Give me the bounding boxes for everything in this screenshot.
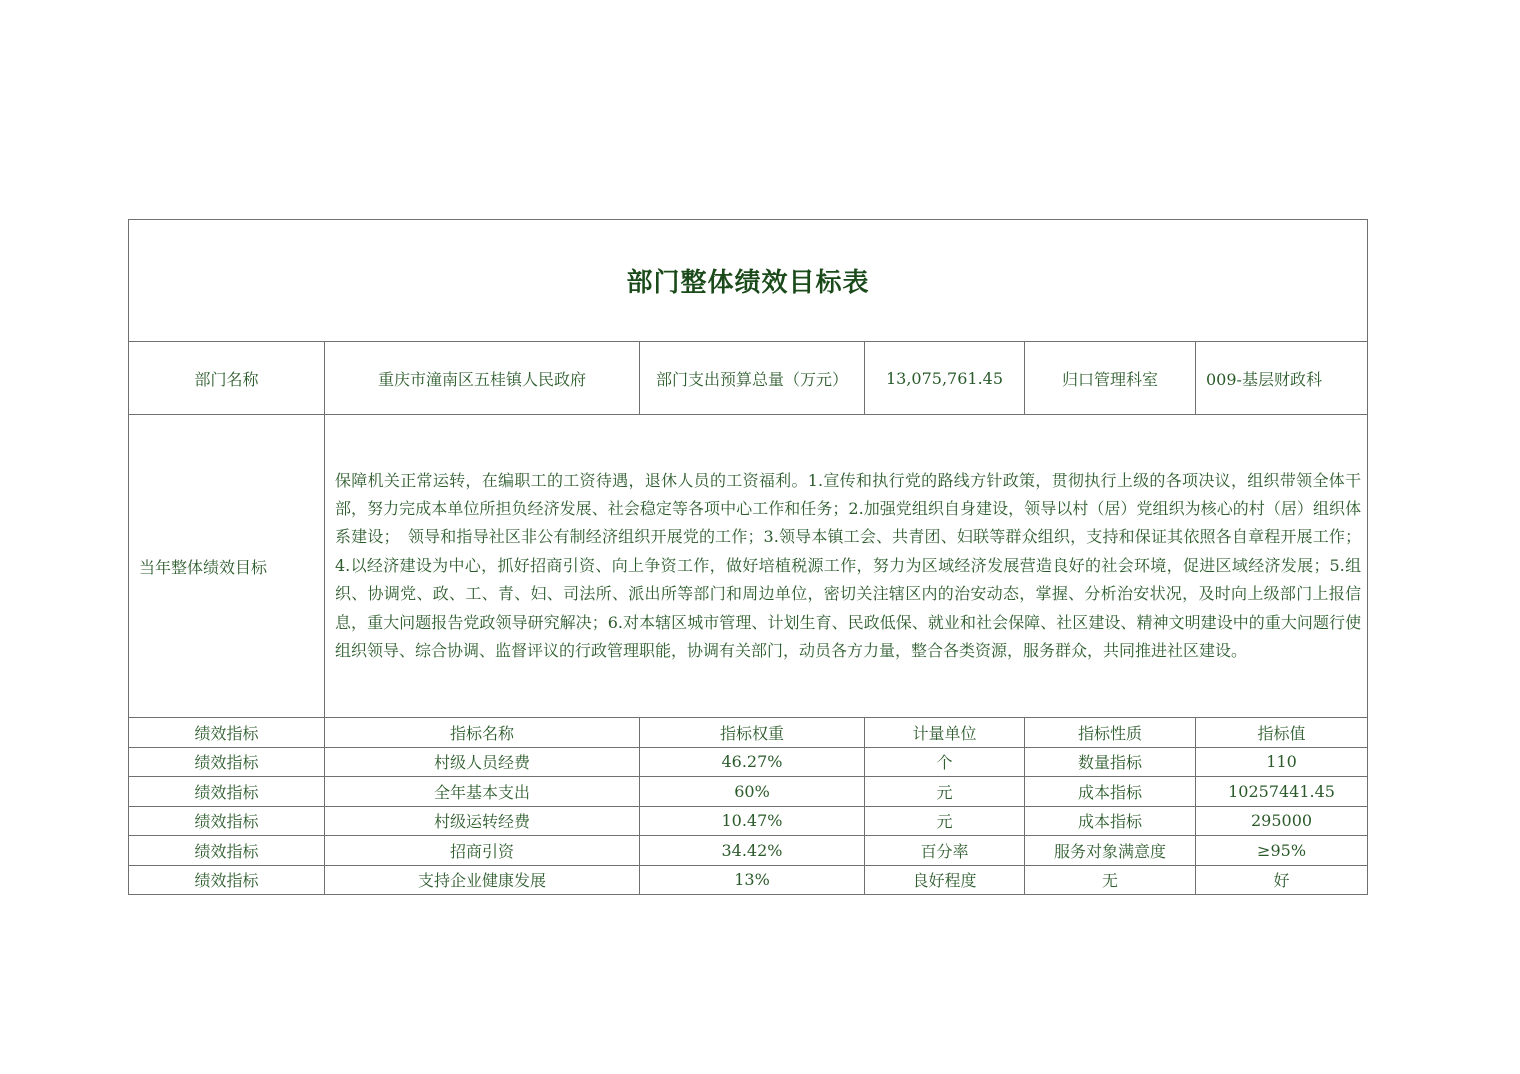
indicator-header-row xyxy=(129,718,1368,748)
indicator-weight: 10.47% xyxy=(640,806,865,836)
indicator-weight: 34.42% xyxy=(640,836,865,866)
header-cell: 指标性质 xyxy=(1025,718,1196,748)
indicator-name: 村级运转经费 xyxy=(325,806,640,836)
indicator-row xyxy=(129,806,1368,836)
indicator-nature: 服务对象满意度 xyxy=(1025,836,1196,866)
indicator-value: 110 xyxy=(1196,747,1368,777)
annual-goal-row xyxy=(129,415,1368,718)
indicator-category: 绩效指标 xyxy=(129,777,325,807)
indicator-category: 绩效指标 xyxy=(129,806,325,836)
table-title: 部门整体绩效目标表 xyxy=(129,220,1368,342)
indicator-row xyxy=(129,865,1368,895)
indicator-nature: 成本指标 xyxy=(1025,806,1196,836)
dept-name-value: 重庆市潼南区五桂镇人民政府 xyxy=(325,342,640,415)
indicator-row xyxy=(129,747,1368,777)
indicator-value: 295000 xyxy=(1196,806,1368,836)
indicator-weight: 46.27% xyxy=(640,747,865,777)
budget-value: 13,075,761.45 xyxy=(865,342,1025,415)
department-info-row xyxy=(129,342,1368,415)
budget-label: 部门支出预算总量（万元） xyxy=(640,342,865,415)
indicator-name: 村级人员经费 xyxy=(325,747,640,777)
header-cell: 指标权重 xyxy=(640,718,865,748)
indicator-name: 全年基本支出 xyxy=(325,777,640,807)
indicator-name: 招商引资 xyxy=(325,836,640,866)
indicator-row xyxy=(129,777,1368,807)
indicator-category: 绩效指标 xyxy=(129,865,325,895)
header-cell: 绩效指标 xyxy=(129,718,325,748)
indicator-unit: 元 xyxy=(865,806,1025,836)
indicator-value: 10257441.45 xyxy=(1196,777,1368,807)
indicator-unit: 个 xyxy=(865,747,1025,777)
indicator-weight: 13% xyxy=(640,865,865,895)
office-label: 归口管理科室 xyxy=(1025,342,1196,415)
annual-goal-text: 保障机关正常运转，在编职工的工资待遇，退休人员的工资福利。1.宣传和执行党的路线方针政策，贯彻执行上级的各项决议，组织带领全体干部，努力完成本单位所担负经济发展、社会稳定等各项中心工作和任务；2.加强党组织自身建设，领导以村（居）党组织为核心的村（居）组织体系建设； 领导和指导社区非公有制经济组织开展党的工作；3.领导本镇工会、共青团、妇联等群众组织，支持和保证其依照各自章程开展工作；4.以经济建设为中心，抓好招商引资、向上争资工作，做好培植税源工作，努力为区域经济发展营造良好的社会环境，促进区域经济发展；5.组织、协调党、政、工、青、妇、司法所、派出所等部门和周边单位，密切关注辖区内的治安动态，掌握、分析治安状况，及时向上级部门上报信息，重大问题报告党政领导研究解决；6.对本辖区城市管理、计划生育、民政低保、就业和社会保障、社区建设、精神文明建设中的重大问题行使组织领导、综合协调、监督评议的行政管理职能，协调有关部门，动员各方力量，整合各类资源，服务群众，共同推进社区建设。 xyxy=(325,415,1368,718)
indicator-unit: 元 xyxy=(865,777,1025,807)
office-value: 009-基层财政科 xyxy=(1196,342,1368,415)
performance-target-table xyxy=(128,219,1368,895)
indicator-value: ≥95% xyxy=(1196,836,1368,866)
indicator-value: 好 xyxy=(1196,865,1368,895)
header-cell: 指标名称 xyxy=(325,718,640,748)
indicator-unit: 百分率 xyxy=(865,836,1025,866)
indicator-nature: 数量指标 xyxy=(1025,747,1196,777)
indicator-category: 绩效指标 xyxy=(129,836,325,866)
annual-goal-label: 当年整体绩效目标 xyxy=(129,415,325,718)
dept-name-label: 部门名称 xyxy=(129,342,325,415)
header-cell: 指标值 xyxy=(1196,718,1368,748)
indicator-row xyxy=(129,836,1368,866)
indicator-nature: 无 xyxy=(1025,865,1196,895)
indicator-category: 绩效指标 xyxy=(129,747,325,777)
header-cell: 计量单位 xyxy=(865,718,1025,748)
indicator-unit: 良好程度 xyxy=(865,865,1025,895)
indicator-nature: 成本指标 xyxy=(1025,777,1196,807)
indicator-name: 支持企业健康发展 xyxy=(325,865,640,895)
indicator-weight: 60% xyxy=(640,777,865,807)
